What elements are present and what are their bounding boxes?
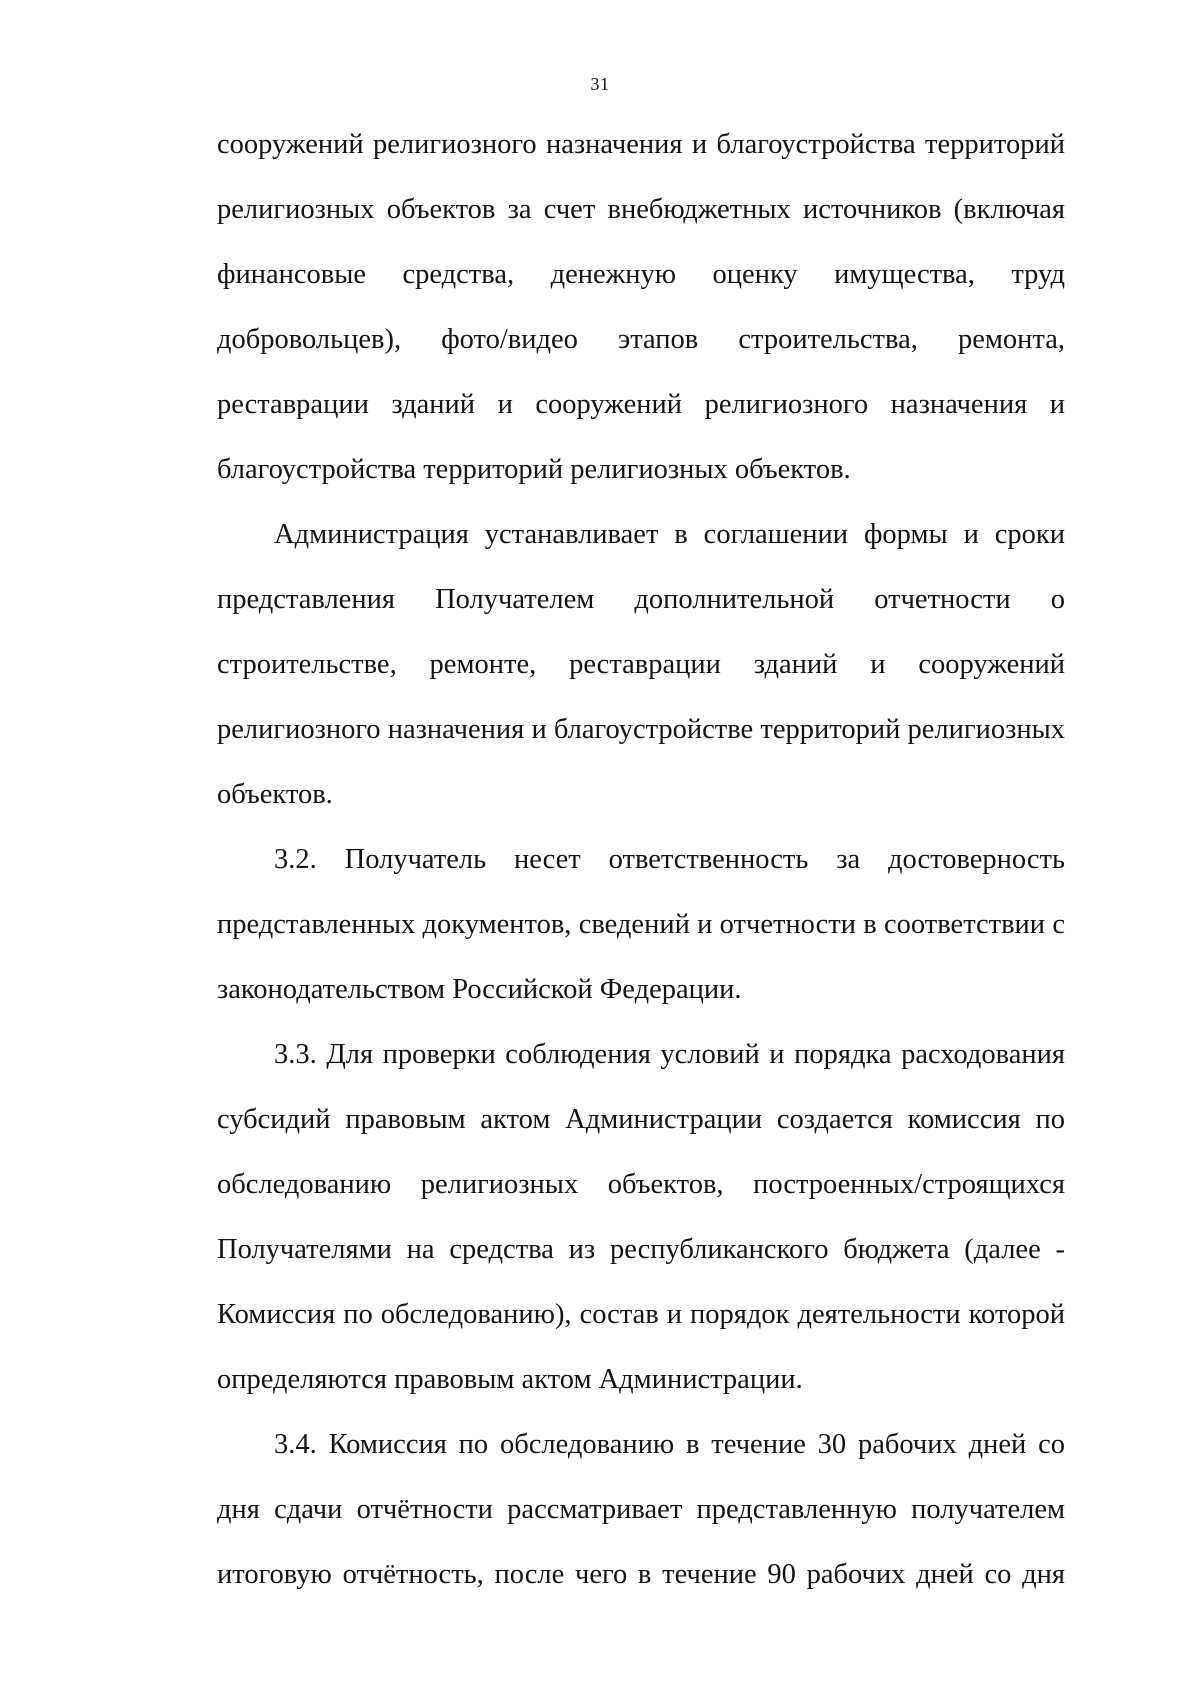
paragraph-3-3: 3.3. Для проверки соблюдения условий и порядка расходования субсидий правовым актом Администрации создается комиссия по обследованию религиозных объектов, построенных/строящихся Получателями на средства из республиканского бюджета (далее - Комиссия по обследованию), состав и порядок деятельности которой определяются правовым актом Администрации.	[217, 1039, 1065, 1395]
paragraph-3-4: 3.4. Комиссия по обследованию в течение 30 рабочих дней со дня сдачи отчётности рассматривает представленную получателем итоговую отчётность, после чего в течение 90 рабочих дней со дня	[217, 1429, 1065, 1590]
document-body	[217, 112, 1065, 1607]
paragraph-administration-reporting: Администрация устанавливает в соглашении формы и сроки представления Получателем дополнительной отчетности о строительстве, ремонте, реставрации зданий и сооружений религиозного назначения и благоустройстве территорий религиозных объектов.	[217, 519, 1065, 810]
page-number: 31	[590, 74, 610, 94]
paragraph-3-2: 3.2. Получатель несет ответственность за достоверность представленных документов, сведений и отчетности в соответствии с законодательством Российской Федерации.	[217, 844, 1065, 1005]
paragraph-continuation: сооружений религиозного назначения и благоустройства территорий религиозных объектов за счет внебюджетных источников (включая финансовые средства, денежную оценку имущества, труд добровольцев), фото/видео этапов строительства, ремонта, реставрации зданий и сооружений религиозного назначения и благоустройства территорий религиозных объектов.	[217, 129, 1065, 485]
